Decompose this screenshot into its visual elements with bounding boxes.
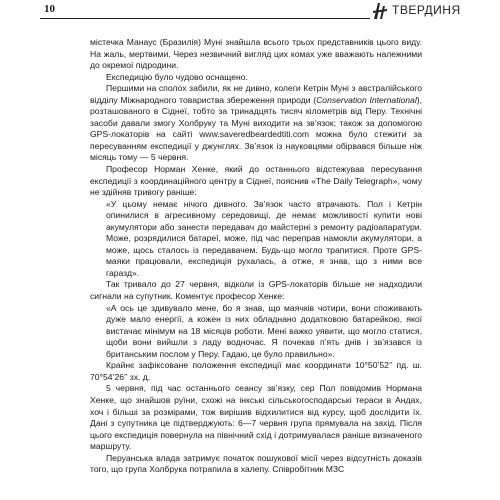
- paragraph: Першими на сполох забили, як не дивно, колеги Кетрін Муні з австралійського відділу Міжнародного товариства збереження природи (Conservation International), розташованого в Сіднеї, тобто за тринадцять тисяч кілометрів від Перу. Технічні засоби давали змогу Холбруку та Муні виходити на зв’язок; також за допомогою GPS-локаторів на сайті www.saveredbeardedtiti.com можна було стежити за пересуванням експедиції у джунглях. Зв’язок із науковцями обірвався більше ніж місяць тому — 5 червня.: [90, 83, 422, 163]
- quote-paragraph: «А ось це здивувало мене, бо я знав, що маячків чотири, вони споживають дуже мало енергії, а кожен із них обладнано додатковою батарейкою, якої вистачає мінімум на 18 місяців роботи. Мені важко уявити, що могло статися, щоби вони вийшли з ладу водночас. Я почекав п’ять днів і зв’язався із британським послом у Перу. Гадаю, це було правильно».: [106, 302, 422, 359]
- paragraph: Крайнє зафіксоване положення експедиції має координати 10°50’52’’ пд. ш. 70°54’26’’ зх. д.: [90, 360, 422, 382]
- paragraph: Так тривало до 27 червня, відколи із GPS-локаторів більше не надходили сигнали на супутник. Коментує професор Хенке:: [90, 279, 422, 302]
- paragraph: містечка Манаус (Бразилія) Муні знайшла всього трьох представників цього виду. На жаль, мертвими. Через незвичний вигляд цих комах уже вважають належними до окремої підродини.: [90, 37, 422, 71]
- header-rule: [40, 18, 370, 19]
- page-number: 10: [44, 3, 55, 15]
- emphasis-org-name: Conservation International: [316, 94, 417, 105]
- paragraph: 5 червня, під час останнього сеансу зв’язку, сер Пол повідомив Нормана Хенке, що знайшов руїни, схожі на інкські сільськогосподарські тераси в Андах, хоч і більші за розмірами, тож вирішив відхилитися від курсу, щоб дослідити їх. Дані з супутника це підтверджують: 6—7 червня група прямувала на захід. Після цього експедиція повернула на північний схід і дотримувалася раніше визначеного маршруту.: [90, 383, 422, 452]
- page-header: [0, 0, 500, 22]
- paragraph: Професор Норман Хенке, який до останнього відстежував пересування експедиції з координаційного центру в Сіднеї, пояснив «The Daily Telegraph», чому не здійняв тривогу раніше:: [90, 164, 422, 198]
- paragraph: Перуанська влада затримує початок пошукової місії через відсутність доказів того, що група Холбрука потрапила в халепу. Співробітник МЗС: [90, 452, 422, 475]
- paragraph: Експедицію було чудово оснащено.: [106, 71, 248, 82]
- page-body: [90, 37, 422, 476]
- quote-paragraph: «У цьому немає нічого дивного. Зв’язок часто втрачають. Пол і Кетрін опинилися в агресивному середовищі, де немає можливості купити нові акумулятори або занести передавач до майстерні з ремонту радіоапаратури. Може, розрядилися батареї, може, під час переправ намокли акумулятори, а може, щось сталось із передавачем. Будь-що могло трапитися. Проте GPS-маяки працювали, експедиція рухалась, а отже, я знав, що з ними все гаразд».: [106, 198, 422, 278]
- series-title: ТВЕРДИНЯ: [392, 3, 461, 17]
- publisher-logo-icon: [372, 2, 388, 20]
